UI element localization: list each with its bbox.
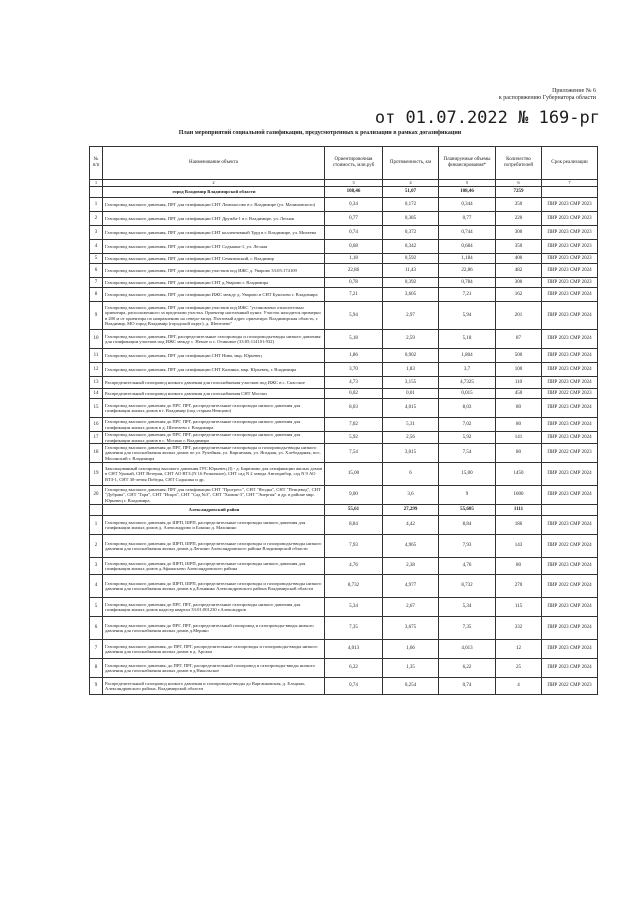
- term-cell: ПИР 2023 СМР 2024: [542, 432, 598, 444]
- row-number: 1: [90, 198, 103, 212]
- term-cell: ПИР 2023 СМР 2024: [542, 617, 598, 640]
- object-name: Газопровод высокого давления до ПРГ, ПРГ, распределительные газопроводы низкого давления для газификации жилых домов в д. Шепелево г. Владимира: [103, 418, 325, 432]
- cost-cell: 1,18: [325, 254, 383, 264]
- table-row: [90, 288, 598, 302]
- table-row: [90, 264, 598, 278]
- object-name: Газопровод высокого давления до ПРГ, ПРГ, распределительные газопроводы низкого давления для газификации жилых домов кадастр квартал 33:01:001230 г.Александров: [103, 598, 325, 617]
- term-cell: ПИР 2023 СМР 2024: [542, 399, 598, 418]
- length-cell: 1,66: [383, 640, 439, 659]
- row-number: 1: [90, 516, 103, 535]
- row-number: 7: [90, 640, 103, 659]
- length-cell: 3,155: [383, 377, 439, 389]
- table-row: [90, 659, 598, 678]
- length-cell: 3,675: [383, 617, 439, 640]
- term-cell: ПИР 2023 СМР 2024: [542, 349, 598, 363]
- term-cell: ПИР 2023 СМР 2024: [542, 377, 598, 389]
- column-header: Количество потребителей: [496, 147, 542, 180]
- length-cell: 2,59: [383, 330, 439, 349]
- consumers-cell: 4: [496, 678, 542, 695]
- table-row: [90, 330, 598, 349]
- column-header: Наименование объекта: [103, 147, 325, 180]
- cost-cell: 0,74: [325, 226, 383, 240]
- term-cell: ПИР 2023 СМР 2024: [542, 558, 598, 575]
- row-number: 8: [90, 288, 103, 302]
- finance-cell: 6,22: [439, 659, 496, 678]
- length-cell: 6: [383, 463, 439, 486]
- term-cell: ПИР 2023 СМР 2024: [542, 463, 598, 486]
- consumers-cell: 500: [496, 349, 542, 363]
- column-index: 1: [90, 180, 103, 187]
- section-consumers: 7259: [496, 187, 542, 198]
- finance-cell: 4,013: [439, 640, 496, 659]
- row-number: 5: [90, 254, 103, 264]
- term-cell: ПИР 2023 СМР 2023: [542, 240, 598, 254]
- consumers-cell: 100: [496, 363, 542, 377]
- row-number: 11: [90, 349, 103, 363]
- finance-cell: 0,784: [439, 278, 496, 288]
- term-cell: ПИР 2022 СМР 2024: [542, 535, 598, 558]
- term-cell: ПИР 2023 СМР 2024: [542, 659, 598, 678]
- finance-cell: 0,015: [439, 389, 496, 399]
- length-cell: 0,385: [383, 212, 439, 226]
- cost-cell: 6,22: [325, 659, 383, 678]
- term-cell: ПИР 2022 СМР 2023: [542, 444, 598, 463]
- finance-cell: 4,76: [439, 558, 496, 575]
- object-name: Газопровод высокого давления, ПРГ для газификации СНТ Калинка, мкр. Юрьевец, г. Владимира: [103, 363, 325, 377]
- length-cell: 1,35: [383, 659, 439, 678]
- object-name: Газопровод высокого давления до ПРГ, ПРГ, распределительные газопроводы низкого давления для газификации жилых домов в г. Владимир (под старым Немцово): [103, 399, 325, 418]
- object-name: Газопровод высокого давления до ПРГ, ПРГ, распределительные газопроводы низкого давления для газификации жилых домов в с. Мосино г. Владимира: [103, 432, 325, 444]
- length-cell: 0,254: [383, 678, 439, 695]
- finance-cell: 7,54: [439, 444, 496, 463]
- term-cell: ПИР 2023 СМР 2024: [542, 640, 598, 659]
- table-row: [90, 558, 598, 575]
- consumers-cell: 400: [496, 254, 542, 264]
- term-cell: ПИР 2023 СМР 2024: [542, 288, 598, 302]
- length-cell: 0,372: [383, 226, 439, 240]
- object-name: Газопровод высокого давления до ПРГ, ПРГ, распределительный газопровод и газопроводы-вводы низкого давления для газоснабжения жилых домов д.Мерино: [103, 617, 325, 640]
- object-name: Газопровод высокого давления, ПРГ для газификации участков под ИЖС "установлено относительно ориентира, расположенного за пределами участка. Ориентир населенный пункт. Участок находится примерно в 200 м от ориентира по направлению на северо-запад. Почтовый адрес ориентира: Владимирская область, г. Владимир, МО город Владимир (городской округ), д. Шепелево": [103, 302, 325, 330]
- object-name: Газопровод высокого давления, ПРГ для газификации СНТ "Прогресс", СНТ "Ягодка", СНТ "Птицевод", СНТ "Дубрава", СНТ "Гора", СНТ "Искра", СНТ "Сад №3", СНТ "Химик-3", СНТ "Энергия" и др. в районе мкр. Юрьевец г. Владимира: [103, 486, 325, 505]
- table-row: [90, 575, 598, 598]
- finance-cell: 8,732: [439, 575, 496, 598]
- section-consumers: 1111: [496, 505, 542, 516]
- row-number: 9: [90, 302, 103, 330]
- length-cell: 4,015: [383, 399, 439, 418]
- column-index: 4: [383, 180, 439, 187]
- cost-cell: 0,02: [325, 389, 383, 399]
- term-cell: ПИР 2023 СМР 2024: [542, 302, 598, 330]
- finance-cell: 0,74: [439, 678, 496, 695]
- row-number: 9: [90, 678, 103, 695]
- finance-cell: 0,684: [439, 240, 496, 254]
- column-header: Срок реализации: [542, 147, 598, 180]
- table-row: [90, 640, 598, 659]
- row-number: 16: [90, 418, 103, 432]
- cost-cell: 0,74: [325, 678, 383, 695]
- cost-cell: 5,92: [325, 432, 383, 444]
- table-header-row: [90, 147, 598, 180]
- section-cost: 108,46: [325, 187, 383, 198]
- section-summary-row: [90, 505, 598, 516]
- row-number: 12: [90, 363, 103, 377]
- table-row: [90, 349, 598, 363]
- consumers-cell: 332: [496, 617, 542, 640]
- term-cell: ПИР 2023 СМР 2024: [542, 486, 598, 505]
- finance-cell: 7,35: [439, 617, 496, 640]
- finance-cell: 0,744: [439, 226, 496, 240]
- empty-cell: [90, 505, 103, 516]
- consumers-cell: 12: [496, 640, 542, 659]
- table-row: [90, 254, 598, 264]
- object-name: Газопровод высокого давления до ШРП, ШРП, распределительные газопроводы низкого давления для газификации жилых домов д. Александрово и Бокино д. Махонино: [103, 516, 325, 535]
- term-cell: ПИР 2023 СМР 2024: [542, 264, 598, 278]
- cost-cell: 5,34: [325, 598, 383, 617]
- length-cell: 0,01: [383, 389, 439, 399]
- cost-cell: 7,02: [325, 418, 383, 432]
- row-number: 7: [90, 278, 103, 288]
- term-cell: ПИР 2023 СМР 2024: [542, 516, 598, 535]
- finance-cell: 7,93: [439, 535, 496, 558]
- consumers-cell: 220: [496, 212, 542, 226]
- table-row: [90, 226, 598, 240]
- length-cell: 2,67: [383, 598, 439, 617]
- consumers-cell: 450: [496, 389, 542, 399]
- object-name: Газопровод высокого давления до ШРП, ШРП, распределительные газопроводы и газопроводы-вводы низкого давления для газоснабжения жилых домов в д.Ельнянко Александровского района Владимирской области: [103, 575, 325, 598]
- consumers-cell: 350: [496, 240, 542, 254]
- object-name: Газопровод высокого давления до ШРП, ШРП, распределительные газопроводы низкого давления для газификации жилых домов д.Афанасьево Александровского района: [103, 558, 325, 575]
- empty-cell: [542, 187, 598, 198]
- table-row: [90, 444, 598, 463]
- length-cell: 2,97: [383, 302, 439, 330]
- consumers-cell: 482: [496, 264, 542, 278]
- row-number: 10: [90, 330, 103, 349]
- document-title: План мероприятий социальной газификации, предусмотренных к реализации в рамках догазификации: [178, 130, 462, 136]
- row-number: 13: [90, 377, 103, 389]
- table-row: [90, 240, 598, 254]
- table-row: [90, 418, 598, 432]
- object-name: Газопровод высокого давления, ПРГ для газификации участков под ИЖС д. Уварово 33:05:174109: [103, 264, 325, 278]
- length-cell: 0,392: [383, 278, 439, 288]
- object-name: Газопровод высокого давления, ПРГ для газификации СНТ Ломоносово в г. Владимире (ул. Малиновского): [103, 198, 325, 212]
- cost-cell: 4,013: [325, 640, 383, 659]
- section-length: 27,299: [383, 505, 439, 516]
- cost-cell: 7,21: [325, 288, 383, 302]
- consumers-cell: 1000: [496, 486, 542, 505]
- term-cell: ПИР 2022 СМР 2024: [542, 575, 598, 598]
- term-cell: ПИР 2023 СМР 2023: [542, 198, 598, 212]
- column-header: Планируемые объемы финансирования*: [439, 147, 496, 180]
- appendix-number: Приложение № 6: [552, 88, 596, 94]
- row-number: 20: [90, 486, 103, 505]
- cost-cell: 5,94: [325, 302, 383, 330]
- consumers-cell: 80: [496, 558, 542, 575]
- object-name: Газопровод высокого давления, ПРГ для газификации ИЖС между д. Уварово и СНТ Буколово г. Владимира: [103, 288, 325, 302]
- cost-cell: 8,732: [325, 575, 383, 598]
- table-row: [90, 389, 598, 399]
- finance-cell: 15,00: [439, 463, 496, 486]
- length-cell: 4,965: [383, 535, 439, 558]
- row-number: 2: [90, 212, 103, 226]
- term-cell: ПИР 2023 СМР 2024: [542, 330, 598, 349]
- row-number: 2: [90, 535, 103, 558]
- column-header: № п/п: [90, 147, 103, 180]
- length-cell: 2,38: [383, 558, 439, 575]
- cost-cell: 4,76: [325, 558, 383, 575]
- consumers-cell: 300: [496, 226, 542, 240]
- table-row: [90, 535, 598, 558]
- length-cell: 0,342: [383, 240, 439, 254]
- cost-cell: 3,70: [325, 363, 383, 377]
- finance-cell: 5,34: [439, 598, 496, 617]
- consumers-cell: 115: [496, 598, 542, 617]
- finance-cell: 8,84: [439, 516, 496, 535]
- finance-cell: 4,7325: [439, 377, 496, 389]
- length-cell: 11,43: [383, 264, 439, 278]
- section-finance: 55,605: [439, 505, 496, 516]
- consumers-cell: 141: [496, 432, 542, 444]
- empty-cell: [542, 505, 598, 516]
- length-cell: 4,977: [383, 575, 439, 598]
- object-name: Распределительный газопровод низкого давления и газопроводы-вводы до Варганковская, д. Ельцино, Александровского района, Владимирской области: [103, 678, 325, 695]
- row-number: 5: [90, 598, 103, 617]
- object-name: Распределительный газопровод низкого давления для газоснабжения СНТ Мостки: [103, 389, 325, 399]
- column-index: 7: [542, 180, 598, 187]
- consumers-cell: 110: [496, 377, 542, 389]
- cost-cell: 4,73: [325, 377, 383, 389]
- row-number: 6: [90, 264, 103, 278]
- object-name: Распределительный газопровод низкого давления для газоснабжения участков под ИЖС в с. Спасское: [103, 377, 325, 389]
- finance-cell: 7,21: [439, 288, 496, 302]
- consumers-cell: 350: [496, 198, 542, 212]
- cost-cell: 22,86: [325, 264, 383, 278]
- table-row: [90, 278, 598, 288]
- length-cell: 0,592: [383, 254, 439, 264]
- term-cell: ПИР 2022 СМР 2023: [542, 389, 598, 399]
- decree-date: от 01.07.2022 № 169-рг: [374, 108, 600, 128]
- consumers-cell: 186: [496, 516, 542, 535]
- object-name: Газопровод высокого давления до ШРП, ШРП, распределительные газопроводы и газопроводы-вводы низкого давления для газоснабжения жилых домов д.Легкино Александровского района Владимирской области: [103, 535, 325, 558]
- consumers-cell: 162: [496, 288, 542, 302]
- column-index-row: [90, 180, 598, 187]
- table-row: [90, 399, 598, 418]
- cost-cell: 5,18: [325, 330, 383, 349]
- column-header: Протяженность, км: [383, 147, 439, 180]
- finance-cell: 1,804: [439, 349, 496, 363]
- finance-cell: 1,184: [439, 254, 496, 264]
- consumers-cell: 300: [496, 278, 542, 288]
- column-index: 6: [496, 180, 542, 187]
- row-number: 4: [90, 240, 103, 254]
- row-number: 15: [90, 399, 103, 418]
- object-name: Газопровод высокого давления до ПРГ, ПРГ, распределительные газопроводы и газопроводы-вводы низкого давления для газоснабжения жилых домов по ул. Ручейная, ул. Кирпичная, ул. Ягодная, ул. Хлебодарная, пос. Мосинский г. Владимира: [103, 444, 325, 463]
- table-row: [90, 617, 598, 640]
- finance-cell: 9: [439, 486, 496, 505]
- column-index: 5: [439, 180, 496, 187]
- object-name: Газопровод высокого давления, ПРГ для газификации СНТ Содышка-1, ул. Лесная: [103, 240, 325, 254]
- finance-cell: 5,18: [439, 330, 496, 349]
- table-row: [90, 198, 598, 212]
- length-cell: 3,6: [383, 486, 439, 505]
- finance-cell: 7,02: [439, 418, 496, 432]
- row-number: 8: [90, 659, 103, 678]
- length-cell: 5,31: [383, 418, 439, 432]
- consumers-cell: 270: [496, 575, 542, 598]
- term-cell: ПИР 2023 СМР 2023: [542, 226, 598, 240]
- consumers-cell: 143: [496, 535, 542, 558]
- empty-cell: [90, 187, 103, 198]
- consumers-cell: 1450: [496, 463, 542, 486]
- length-cell: 3,605: [383, 288, 439, 302]
- object-name: Газопровод высокого давления, до ПРГ, ПРГ, распределительные газопроводы и газопроводы-вводы низкого давления для газоснабжения жилых домов в д. Арсаки: [103, 640, 325, 659]
- table-row: [90, 432, 598, 444]
- object-name: Газопровод высокого давления, до ПРГ, ПРГ, распределительный газопровод и газопроводы-вводы низкого давления для газоснабжения жилых домов в д.Никольское: [103, 659, 325, 678]
- table-row: [90, 516, 598, 535]
- column-index: 2: [103, 180, 325, 187]
- finance-cell: 0,77: [439, 212, 496, 226]
- length-cell: 1,83: [383, 363, 439, 377]
- consumers-cell: 87: [496, 330, 542, 349]
- length-cell: 0,172: [383, 198, 439, 212]
- cost-cell: 0,68: [325, 240, 383, 254]
- table-row: [90, 486, 598, 505]
- column-index: 3: [325, 180, 383, 187]
- table-row: [90, 363, 598, 377]
- cost-cell: 7,93: [325, 535, 383, 558]
- consumers-cell: 80: [496, 418, 542, 432]
- plan-table: [89, 146, 598, 695]
- term-cell: ПИР 2023 СМР 2024: [542, 363, 598, 377]
- section-name: Александровский район: [103, 505, 325, 516]
- consumers-cell: 25: [496, 659, 542, 678]
- finance-cell: 22,86: [439, 264, 496, 278]
- object-name: Закольцованный газопровод высокого давления ГРС Юрьевец (I) - д. Бирюково для газификации жилых домов в СНТ Урожай, СНТ Ветеран, СНТ АО ВТЗ (N 16 Розничное), СНТ сад N 2 завода Автоприбор, сад N 9 АО ВТЗ-1, СНТ 30-летия Победы, СНТ Содышка и др.: [103, 463, 325, 486]
- finance-cell: 5,94: [439, 302, 496, 330]
- column-header: Ориентировочная стоимость, млн.руб: [325, 147, 383, 180]
- cost-cell: 8,03: [325, 399, 383, 418]
- decree-reference: к распоряжению Губернатора области: [498, 95, 596, 101]
- finance-cell: 5,92: [439, 432, 496, 444]
- cost-cell: 7,54: [325, 444, 383, 463]
- section-summary-row: [90, 187, 598, 198]
- table-row: [90, 302, 598, 330]
- object-name: Газопровод высокого давления, ПРГ для газификации СНТ Дружба-1 в г. Владимире, ул. Лесная: [103, 212, 325, 226]
- consumers-cell: 80: [496, 399, 542, 418]
- row-number: 14: [90, 389, 103, 399]
- table-row: [90, 463, 598, 486]
- cost-cell: 9,00: [325, 486, 383, 505]
- cost-cell: 0,78: [325, 278, 383, 288]
- object-name: Газопровод высокого давления, ПРГ для газификации СНТ Нива, мкр. Юрьевец: [103, 349, 325, 363]
- row-number: 18: [90, 444, 103, 463]
- object-name: Газопровод высокого давления, ПРГ для газификации СНТ Семязинский, г. Владимир: [103, 254, 325, 264]
- section-length: 51,07: [383, 187, 439, 198]
- term-cell: ПИР 2023 СМР 2024: [542, 598, 598, 617]
- section-finance: 108,46: [439, 187, 496, 198]
- cost-cell: 0,34: [325, 198, 383, 212]
- row-number: 4: [90, 575, 103, 598]
- term-cell: ПИР 2022 СМР 2023: [542, 678, 598, 695]
- table-body: [90, 187, 598, 695]
- table-row: [90, 377, 598, 389]
- term-cell: ПИР 2023 СМР 2023: [542, 254, 598, 264]
- object-name: Газопровод высокого давления, ПРГ для газификации СНТ д.Уварово г. Владимира: [103, 278, 325, 288]
- finance-cell: 3,7: [439, 363, 496, 377]
- row-number: 3: [90, 226, 103, 240]
- cost-cell: 0,77: [325, 212, 383, 226]
- cost-cell: 7,35: [325, 617, 383, 640]
- row-number: 17: [90, 432, 103, 444]
- table-row: [90, 678, 598, 695]
- term-cell: ПИР 2023 СМР 2023: [542, 278, 598, 288]
- finance-cell: 0,344: [439, 198, 496, 212]
- row-number: 3: [90, 558, 103, 575]
- finance-cell: 8,03: [439, 399, 496, 418]
- section-cost: 55,61: [325, 505, 383, 516]
- term-cell: ПИР 2023 СМР 2023: [542, 212, 598, 226]
- length-cell: 4,42: [383, 516, 439, 535]
- cost-cell: 8,84: [325, 516, 383, 535]
- section-name: город Владимир Владимирской области: [103, 187, 325, 198]
- term-cell: ПИР 2023 СМР 2024: [542, 418, 598, 432]
- object-name: Газопровод высокого давления, ПРГ, распределительные газопроводы и газопроводы-вводы низкого давления для газификации участков под ИЖС между с. Немое и с. Осиновое (33:05:114101:932): [103, 330, 325, 349]
- appendix-header: [499, 88, 596, 102]
- row-number: 6: [90, 617, 103, 640]
- cost-cell: 15,00: [325, 463, 383, 486]
- length-cell: 2,56: [383, 432, 439, 444]
- row-number: 19: [90, 463, 103, 486]
- length-cell: 0,902: [383, 349, 439, 363]
- table-row: [90, 212, 598, 226]
- consumers-cell: 80: [496, 444, 542, 463]
- cost-cell: 1,86: [325, 349, 383, 363]
- table-row: [90, 598, 598, 617]
- object-name: Газопровод высокого давления, ПРГ для газификации СНТ коллективный Труд в г. Владимире, ул. Михеева: [103, 226, 325, 240]
- length-cell: 3,015: [383, 444, 439, 463]
- consumers-cell: 201: [496, 302, 542, 330]
